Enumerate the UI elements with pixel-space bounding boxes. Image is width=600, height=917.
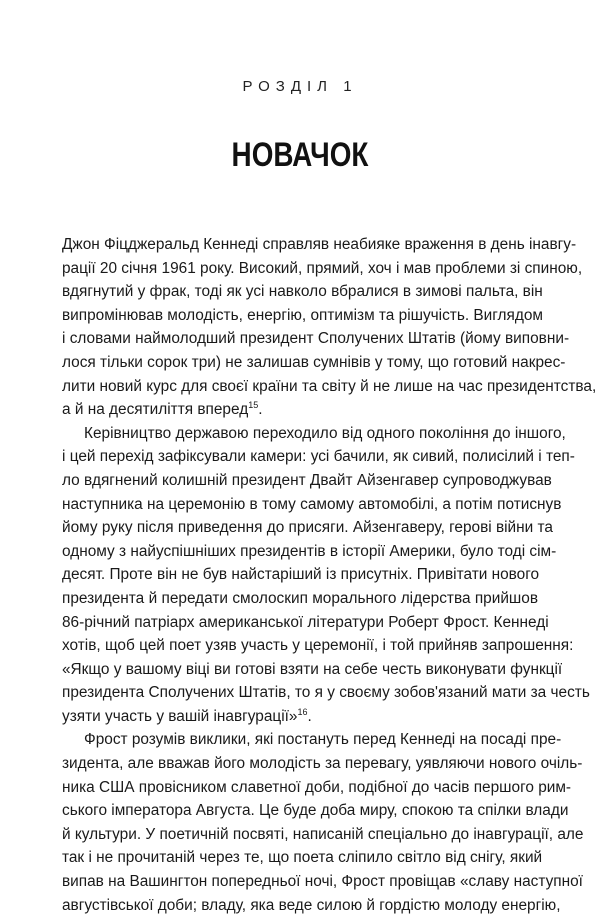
text-line: йому руку після приведення до присяги. Айзенгаверу, герові війни та	[62, 519, 553, 537]
text-line: і цей перехід зафіксували камери: усі бачили, як сивий, полисілий і теп-	[62, 448, 575, 466]
text-line: августівської доби; владу, яка веде силою й гордістю молоду енергію,	[62, 896, 561, 914]
text-line: Керівництво державою переходило від одного покоління до іншого,	[84, 424, 566, 442]
text-line: Фрост розумів виклики, які постануть перед Кеннеді на посаді пре-	[84, 731, 562, 749]
text-line: зидента, але вважав його молодість за перевагу, уявляючи нового очіль-	[62, 755, 583, 773]
text-line: випромінював молодість, енергію, оптимізм та рішучість. Виглядом	[62, 306, 543, 324]
text-line: лося тільки сорок три) не залишав сумнівів у тому, що готовий накрес-	[62, 353, 566, 371]
paragraph-3	[62, 728, 584, 917]
text-line-content: узяти участь у вашій інавгурації»	[62, 707, 298, 725]
paragraph-1	[62, 233, 597, 422]
text-line: вдягнутий у фрак, тоді як усі навколо вбралися в зимові пальта, він	[62, 283, 543, 301]
text-line: «Якщо у вашому віці ви готові взяти на себе честь виконувати функції	[62, 660, 563, 678]
text-line: рації 20 січня 1961 року. Високий, прямий, хоч і мав проблеми зі спиною,	[62, 259, 583, 277]
text-line: наступника на церемонію в тому самому автомобілі, а потім потиснув	[62, 495, 562, 513]
text-line: випав на Вашингтон попередньої ночі, Фрост провіщав «славу наступної	[62, 873, 583, 891]
text-line: ло вдягнений колишній президент Двайт Айзенгавер супроводжував	[62, 471, 552, 489]
text-line: ника США провісником славетної доби, подібної до часів першого рим-	[62, 778, 572, 796]
paragraph-2	[62, 422, 590, 729]
text-line: 86-річний патріарх американської літератури Роберт Фрост. Кеннеді	[62, 613, 549, 631]
text-line: президента й передати смолоскип морального лідерства прийшов	[62, 589, 538, 607]
text-line: узяти участь у вашій інавгурації»$^{16}$.	[62, 706, 312, 725]
body-text	[62, 233, 597, 917]
text-line: десят. Проте він не був найстаріший із присутніх. Привітати нового	[62, 566, 540, 584]
text-line: хотів, щоб цей поет узяв участь у церемонії, і той прийняв запрошення:	[62, 637, 574, 655]
chapter-title: НОВАЧОК	[231, 136, 369, 174]
text-line: й культури. У поетичній посвяті, написаній спеціально до інавгурації, але	[62, 825, 584, 843]
text-line: так і не прочитаній через те, що поета сліпило світло від снігу, який	[62, 849, 543, 867]
text-line: лити новий курс для своєї країни та світу й не лише на час президентства,	[62, 377, 597, 395]
chapter-label: РОЗДІЛ 1	[242, 78, 358, 95]
text-line: одному з найуспішніших президентів в історії Америки, було тоді сім-	[62, 542, 557, 560]
text-line: Джон Фіцджеральд Кеннеді справляв неабияке враження в день інавгу-	[62, 236, 577, 253]
footnote-marker[interactable]: 16	[297, 706, 308, 717]
text-line: ського імператора Августа. Це буде доба миру, спокою та спілки влади	[62, 802, 569, 820]
text-line: а й на десятиліття вперед$^{15}$.	[62, 400, 263, 419]
text-line-content: а й на десятиліття вперед	[62, 401, 249, 419]
text-line: президента Сполучених Штатів, то я у своєму зобов'язаний мати за честь	[62, 684, 590, 702]
text-line: і словами наймолодший президент Сполучених Штатів (йому виповни-	[62, 330, 570, 348]
footnote-marker[interactable]: 15	[248, 400, 259, 411]
